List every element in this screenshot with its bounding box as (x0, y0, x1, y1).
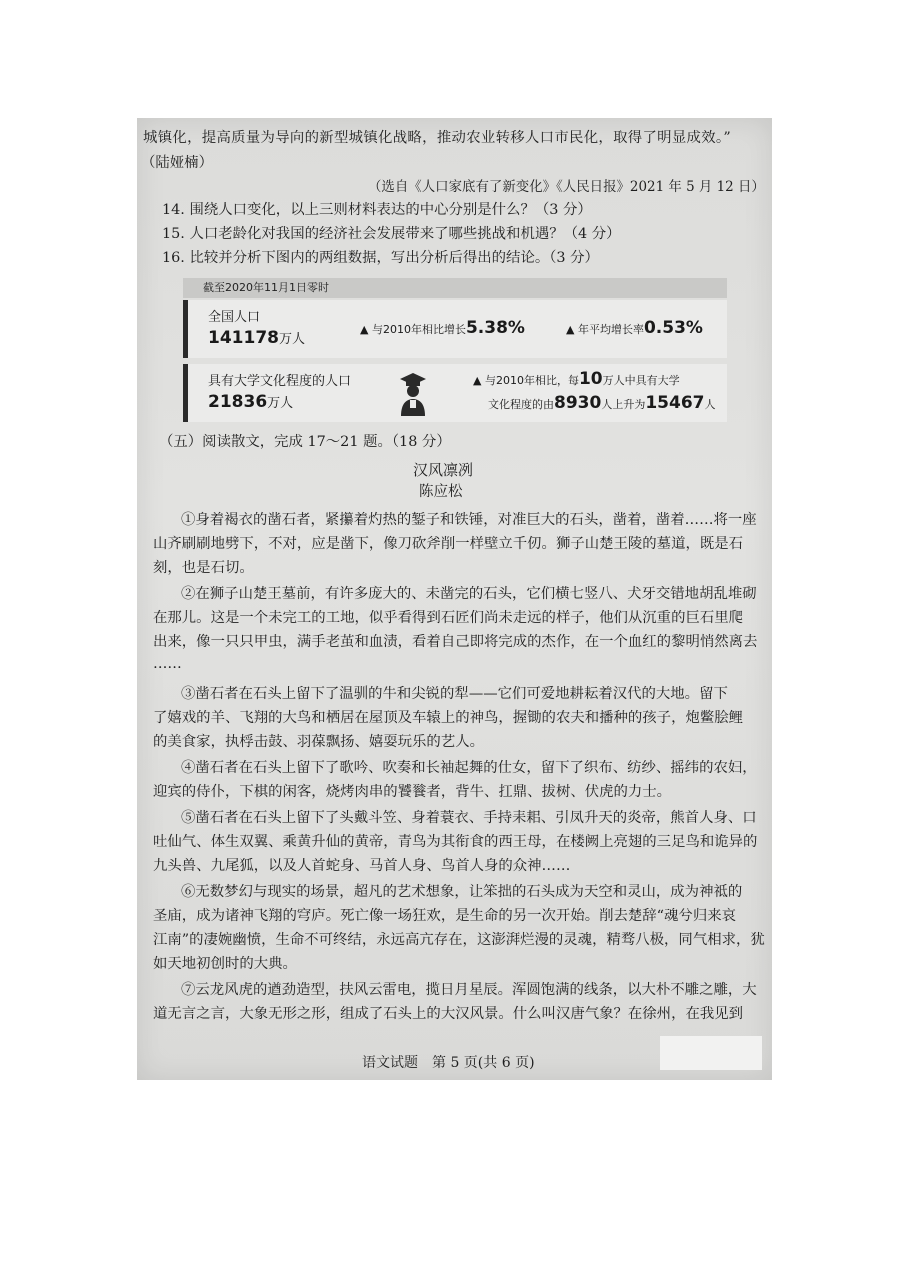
paragraph-line: 了嬉戏的羊、飞翔的大鸟和栖居在屋顶及车辕上的神鸟，握锄的农夫和播种的孩子，炮鳖脍鲤 (153, 710, 744, 726)
paragraph-line: 如天地初创时的大典。 (153, 956, 297, 972)
paragraph-line: ⑤凿石者在石头上留下了头戴斗笠、身着蓑衣、手持耒耜、引凤升天的炎帝，熊首人身、口 (181, 810, 757, 826)
growth-since-2010: ▲ 与2010年相比增长5.38% (360, 318, 525, 338)
paragraph-line: 出来，像一只只甲虫，满手老茧和血渍，看着自己即将完成的杰作，在一个血红的黎明悄然离去 (153, 634, 758, 650)
corner-blank-patch (660, 1036, 762, 1070)
annual-growth-rate: ▲ 年平均增长率0.53% (566, 318, 703, 338)
paragraph-line: …… (153, 656, 182, 672)
national-population-value: 141178万人 (208, 328, 305, 348)
per-100k-comparison-line1: ▲ 与2010年相比，每10万人中具有大学 (473, 369, 680, 389)
page-footer: 语文试题 第 5 页(共 6 页) (362, 1055, 535, 1071)
university-educated-box (183, 364, 727, 422)
essay-title: 汉风凛冽 (413, 461, 474, 479)
graduate-person-icon (398, 372, 428, 416)
paragraph-line: 江南”的凄婉幽愤，生命不可终结，永远高亢存在，这澎湃烂漫的灵魂，精骛八极，同气相求，犹 (153, 932, 765, 948)
question-16: 16. 比较并分析下图内的两组数据，写出分析后得出的结论。（3 分） (162, 250, 599, 266)
section-heading: （五）阅读散文，完成 17～21 题。（18 分） (159, 434, 451, 450)
paragraph-line: 吐仙气、体生双翼、乘黄升仙的黄帝，青鸟为其衔食的西王母，在楼阙上亮翅的三足鸟和诡异的 (153, 834, 758, 850)
paragraph-line: ⑥无数梦幻与现实的场景，超凡的艺术想象，让笨拙的石头成为天空和灵山，成为神祗的 (181, 884, 743, 900)
university-population-value: 21836万人 (208, 392, 294, 412)
text-line: （陆娅楠） (141, 155, 213, 171)
paragraph-line: ④凿石者在石头上留下了歌吟、吹奏和长袖起舞的仕女，留下了织布、纺纱、摇纬的农妇， (181, 760, 757, 776)
paragraph-line: ③凿石者在石头上留下了温驯的牛和尖锐的犁——它们可爱地耕耘着汉代的大地。留下 (181, 686, 728, 702)
paragraph-line: ①身着褐衣的凿石者，紧攥着灼热的錾子和铁锤，对准巨大的石头，凿着，凿着……将一座 (181, 512, 757, 528)
photographed-exam-page (137, 118, 772, 1080)
stat-date-band: 截至2020年11月1日零时 (183, 278, 727, 298)
paragraph-line: ⑦云龙风虎的遒劲造型，扶风云雷电，揽日月星辰。浑圆饱满的线条，以大朴不雕之雕，大 (181, 982, 757, 998)
national-population-label: 全国人口 (208, 310, 261, 325)
paragraph-line: 圣庙，成为诸神飞翔的穹庐。死亡像一场狂欢，是生命的另一次开始。削去楚辞“魂兮归来哀 (153, 908, 736, 924)
text-line: 城镇化，提高质量为导向的新型城镇化战略，推动农业转移人口市民化，取得了明显成效。” (143, 130, 732, 146)
population-stat-graphic (183, 278, 727, 423)
paragraph-line: 在那儿。这是一个未完工的工地，似乎看得到石匠们尚未走远的样子，他们从沉重的巨石里爬 (153, 610, 744, 626)
paragraph-line: 迎宾的侍仆，下棋的闲客，烧烤肉串的饕餮者，背牛、扛鼎、拔树、伏虎的力士。 (153, 784, 672, 800)
national-population-box (183, 300, 727, 358)
paragraph-line: 刻，也是石切。 (153, 560, 254, 576)
essay-author: 陈应松 (419, 484, 463, 500)
per-100k-comparison-line2: 文化程度的由8930人上升为15467人 (488, 393, 716, 413)
paragraph-line: 的美食家，执桴击鼓、羽葆飘扬、嬉耍玩乐的艺人。 (153, 734, 484, 750)
question-14: 14. 围绕人口变化，以上三则材料表达的中心分别是什么？（3 分） (162, 202, 592, 218)
paragraph-line: ②在狮子山楚王墓前，有许多庞大的、未凿完的石头，它们横七竖八、犬牙交错地胡乱堆砌 (181, 586, 757, 602)
question-15: 15. 人口老龄化对我国的经济社会发展带来了哪些挑战和机遇？（4 分） (162, 226, 621, 242)
paragraph-line: 山齐刷刷地劈下，不对，应是凿下，像刀砍斧削一样壁立千仞。狮子山楚王陵的墓道，既是石 (153, 536, 744, 552)
paragraph-line: 九头兽、九尾狐，以及人首蛇身、马首人身、鸟首人身的众神…… (153, 858, 571, 874)
university-population-label: 具有大学文化程度的人口 (208, 374, 352, 389)
source-line: （选自《人口家底有了新变化》《人民日报》2021 年 5 月 12 日） (368, 179, 765, 195)
paragraph-line: 道无言之言，大象无形之形，组成了石头上的大汉风景。什么叫汉唐气象？在徐州，在我见到 (153, 1006, 744, 1022)
